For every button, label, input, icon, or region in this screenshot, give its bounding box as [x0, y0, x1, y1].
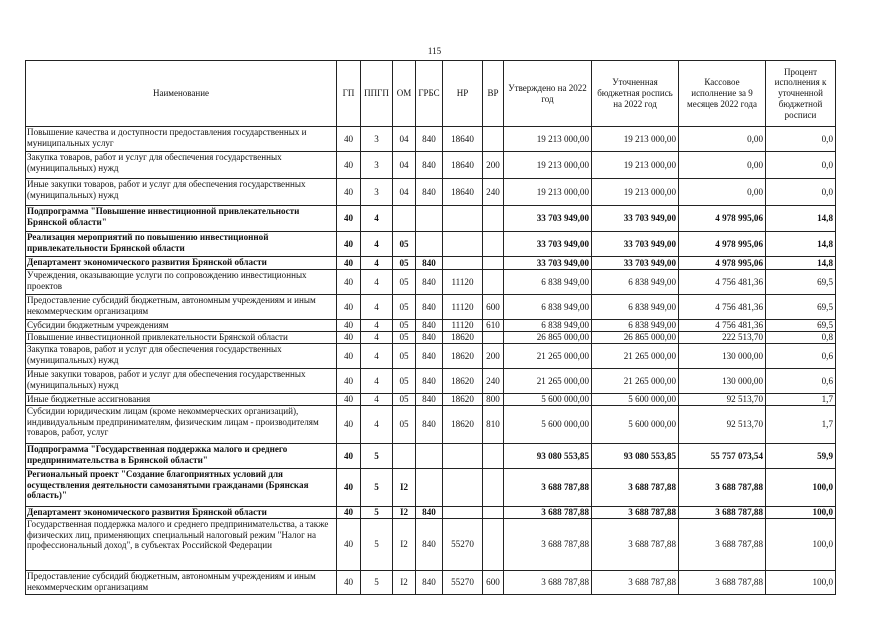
row-name: Закупка товаров, работ и услуг для обеспечения государственных (муниципальных) нужд [26, 344, 337, 369]
row-ppgp: 3 [361, 127, 393, 152]
table-row [26, 571, 836, 595]
row-vr [483, 332, 504, 344]
row-cash: 222 513,70 [679, 332, 766, 344]
row-gp: 40 [337, 369, 361, 394]
row-approved: 19 213 000,00 [504, 127, 592, 152]
row-nr: 11120 [443, 320, 483, 332]
row-cash: 4 978 995,06 [679, 206, 766, 232]
row-vr: 200 [483, 152, 504, 179]
row-cash: 4 756 481,36 [679, 295, 766, 320]
row-name: Реализация мероприятий по повышению инвестиционной привлекательности Брянской области [26, 232, 337, 257]
row-gp: 40 [337, 179, 361, 206]
row-grbs [416, 444, 443, 469]
header-gp: ГП [337, 61, 361, 127]
row-percent: 69,5 [766, 270, 836, 295]
row-name: Государственная поддержка малого и среднего предпринимательства, а также физических лиц, применяющих специальный налоговый режим "Налог на профессиональный доход", в субъектах Российской Федерации [26, 519, 337, 571]
header-grbs: ГРБС [416, 61, 443, 127]
row-nr: 55270 [443, 519, 483, 571]
table-row [26, 344, 836, 369]
row-om [393, 206, 416, 232]
row-om: 05 [393, 232, 416, 257]
row-refined: 33 703 949,00 [592, 232, 679, 257]
row-grbs: 840 [416, 406, 443, 444]
row-refined: 19 213 000,00 [592, 127, 679, 152]
row-grbs: 840 [416, 394, 443, 406]
row-ppgp: 4 [361, 406, 393, 444]
row-vr: 610 [483, 320, 504, 332]
row-ppgp: 4 [361, 232, 393, 257]
row-approved: 6 838 949,00 [504, 320, 592, 332]
row-grbs [416, 469, 443, 507]
row-nr: 11120 [443, 270, 483, 295]
row-grbs: 840 [416, 571, 443, 595]
row-gp: 40 [337, 469, 361, 507]
header-ppgp: ППГП [361, 61, 393, 127]
row-ppgp: 5 [361, 444, 393, 469]
row-grbs [416, 232, 443, 257]
row-vr: 240 [483, 369, 504, 394]
row-om: 05 [393, 257, 416, 270]
row-percent: 0,0 [766, 179, 836, 206]
row-name: Субсидии бюджетным учреждениям [26, 320, 337, 332]
table-row [26, 469, 836, 507]
row-name: Департамент экономического развития Брянской области [26, 507, 337, 519]
row-ppgp: 4 [361, 332, 393, 344]
row-nr: 18640 [443, 127, 483, 152]
row-percent: 0,6 [766, 344, 836, 369]
row-percent: 100,0 [766, 519, 836, 571]
row-nr: 18640 [443, 152, 483, 179]
row-ppgp: 4 [361, 394, 393, 406]
row-approved: 3 688 787,88 [504, 571, 592, 595]
row-name: Подпрограмма "Государственная поддержка малого и среднего предпринимательства в Брянской области" [26, 444, 337, 469]
row-grbs: 840 [416, 295, 443, 320]
header-percent: Процент исполнения к уточненной бюджетной росписи [766, 61, 836, 127]
row-grbs: 840 [416, 332, 443, 344]
row-name: Иные бюджетные ассигнования [26, 394, 337, 406]
row-refined: 21 265 000,00 [592, 344, 679, 369]
row-percent: 14,8 [766, 232, 836, 257]
header-row [26, 61, 836, 127]
row-percent: 69,5 [766, 295, 836, 320]
page-number: 115 [427, 46, 442, 56]
row-nr: 18640 [443, 179, 483, 206]
row-approved: 3 688 787,88 [504, 519, 592, 571]
row-vr: 810 [483, 406, 504, 444]
table-row [26, 257, 836, 270]
header-vr: ВР [483, 61, 504, 127]
header-approved: Утверждено на 2022 год [504, 61, 592, 127]
row-cash: 3 688 787,88 [679, 507, 766, 519]
row-refined: 6 838 949,00 [592, 320, 679, 332]
row-grbs: 840 [416, 270, 443, 295]
row-gp: 40 [337, 507, 361, 519]
table-row [26, 394, 836, 406]
row-grbs: 840 [416, 152, 443, 179]
row-nr: 11120 [443, 295, 483, 320]
row-ppgp: 5 [361, 571, 393, 595]
header-nr: НР [443, 61, 483, 127]
row-vr [483, 206, 504, 232]
row-approved: 6 838 949,00 [504, 295, 592, 320]
row-percent: 0,8 [766, 332, 836, 344]
row-approved: 19 213 000,00 [504, 152, 592, 179]
row-approved: 33 703 949,00 [504, 257, 592, 270]
row-gp: 40 [337, 320, 361, 332]
row-cash: 4 978 995,06 [679, 257, 766, 270]
table-row [26, 232, 836, 257]
row-gp: 40 [337, 295, 361, 320]
row-percent: 1,7 [766, 394, 836, 406]
row-percent: 59,9 [766, 444, 836, 469]
row-ppgp: 4 [361, 257, 393, 270]
row-percent: 14,8 [766, 257, 836, 270]
row-cash: 0,00 [679, 127, 766, 152]
row-name: Предоставление субсидий бюджетным, автономным учреждениям и иным некоммерческим организациям [26, 295, 337, 320]
row-grbs: 840 [416, 179, 443, 206]
header-cash: Кассовое исполнение за 9 месяцев 2022 года [679, 61, 766, 127]
row-ppgp: 4 [361, 369, 393, 394]
row-cash: 3 688 787,88 [679, 571, 766, 595]
row-grbs: 840 [416, 369, 443, 394]
row-approved: 33 703 949,00 [504, 206, 592, 232]
row-vr [483, 507, 504, 519]
row-om: 05 [393, 332, 416, 344]
row-ppgp: 4 [361, 270, 393, 295]
row-om: I2 [393, 507, 416, 519]
row-cash: 130 000,00 [679, 369, 766, 394]
row-approved: 3 688 787,88 [504, 507, 592, 519]
row-name: Иные закупки товаров, работ и услуг для обеспечения государственных (муниципальных) нужд [26, 369, 337, 394]
row-gp: 40 [337, 344, 361, 369]
row-refined: 19 213 000,00 [592, 179, 679, 206]
row-approved: 5 600 000,00 [504, 406, 592, 444]
header-refined: Уточненная бюджетная роспись на 2022 год [592, 61, 679, 127]
table-row [26, 507, 836, 519]
row-grbs: 840 [416, 257, 443, 270]
row-percent: 100,0 [766, 469, 836, 507]
row-gp: 40 [337, 152, 361, 179]
row-percent: 0,0 [766, 152, 836, 179]
row-om: I2 [393, 469, 416, 507]
row-vr [483, 519, 504, 571]
header-name: Наименование [26, 61, 337, 127]
row-name: Субсидии юридическим лицам (кроме некоммерческих организаций), индивидуальным предпринимателям, физическим лицам - производителям товаров, работ, услуг [26, 406, 337, 444]
row-ppgp: 3 [361, 179, 393, 206]
row-om: 05 [393, 394, 416, 406]
row-approved: 21 265 000,00 [504, 344, 592, 369]
table-row [26, 406, 836, 444]
row-refined: 93 080 553,85 [592, 444, 679, 469]
row-name: Учреждения, оказывающие услуги по сопровождению инвестиционных проектов [26, 270, 337, 295]
row-om [393, 444, 416, 469]
row-nr [443, 469, 483, 507]
row-refined: 26 865 000,00 [592, 332, 679, 344]
row-name: Повышение инвестиционной привлекательности Брянской области [26, 332, 337, 344]
row-nr: 18620 [443, 369, 483, 394]
row-cash: 4 756 481,36 [679, 320, 766, 332]
row-om: 04 [393, 127, 416, 152]
table-row [26, 270, 836, 295]
row-ppgp: 5 [361, 469, 393, 507]
row-gp: 40 [337, 519, 361, 571]
row-name: Закупка товаров, работ и услуг для обеспечения государственных (муниципальных) нужд [26, 152, 337, 179]
row-percent: 100,0 [766, 571, 836, 595]
row-ppgp: 5 [361, 507, 393, 519]
row-ppgp: 3 [361, 152, 393, 179]
table-row [26, 519, 836, 571]
row-approved: 6 838 949,00 [504, 270, 592, 295]
row-om: 04 [393, 179, 416, 206]
row-nr [443, 444, 483, 469]
row-refined: 3 688 787,88 [592, 469, 679, 507]
row-vr: 800 [483, 394, 504, 406]
row-grbs: 840 [416, 519, 443, 571]
row-vr: 200 [483, 344, 504, 369]
row-ppgp: 4 [361, 344, 393, 369]
row-om: 04 [393, 152, 416, 179]
row-cash: 92 513,70 [679, 406, 766, 444]
row-cash: 3 688 787,88 [679, 469, 766, 507]
row-grbs: 840 [416, 344, 443, 369]
row-vr [483, 444, 504, 469]
row-cash: 3 688 787,88 [679, 519, 766, 571]
table-row [26, 179, 836, 206]
row-approved: 19 213 000,00 [504, 179, 592, 206]
row-gp: 40 [337, 571, 361, 595]
row-vr [483, 127, 504, 152]
row-refined: 33 703 949,00 [592, 206, 679, 232]
row-nr: 18620 [443, 332, 483, 344]
row-gp: 40 [337, 232, 361, 257]
row-cash: 0,00 [679, 179, 766, 206]
row-refined: 6 838 949,00 [592, 295, 679, 320]
row-approved: 3 688 787,88 [504, 469, 592, 507]
row-grbs [416, 206, 443, 232]
row-om: 05 [393, 406, 416, 444]
row-cash: 4 978 995,06 [679, 232, 766, 257]
row-om: I2 [393, 571, 416, 595]
row-percent: 100,0 [766, 507, 836, 519]
row-om: 05 [393, 295, 416, 320]
row-name: Иные закупки товаров, работ и услуг для обеспечения государственных (муниципальных) нужд [26, 179, 337, 206]
row-approved: 26 865 000,00 [504, 332, 592, 344]
header-om: ОМ [393, 61, 416, 127]
row-gp: 40 [337, 206, 361, 232]
row-ppgp: 5 [361, 519, 393, 571]
row-vr: 600 [483, 295, 504, 320]
row-grbs: 840 [416, 320, 443, 332]
row-vr [483, 232, 504, 257]
row-ppgp: 4 [361, 295, 393, 320]
row-vr [483, 270, 504, 295]
row-refined: 5 600 000,00 [592, 406, 679, 444]
table-row [26, 332, 836, 344]
row-nr: 55270 [443, 571, 483, 595]
row-cash: 55 757 073,54 [679, 444, 766, 469]
row-percent: 69,5 [766, 320, 836, 332]
row-om: I2 [393, 519, 416, 571]
row-vr [483, 257, 504, 270]
row-nr [443, 507, 483, 519]
row-cash: 92 513,70 [679, 394, 766, 406]
row-percent: 0,6 [766, 369, 836, 394]
row-vr: 600 [483, 571, 504, 595]
row-percent: 1,7 [766, 406, 836, 444]
table-row [26, 127, 836, 152]
row-ppgp: 4 [361, 320, 393, 332]
row-refined: 6 838 949,00 [592, 270, 679, 295]
row-approved: 93 080 553,85 [504, 444, 592, 469]
row-grbs: 840 [416, 507, 443, 519]
row-approved: 21 265 000,00 [504, 369, 592, 394]
row-vr: 240 [483, 179, 504, 206]
row-refined: 3 688 787,88 [592, 507, 679, 519]
row-gp: 40 [337, 257, 361, 270]
row-refined: 19 213 000,00 [592, 152, 679, 179]
row-approved: 33 703 949,00 [504, 232, 592, 257]
row-om: 05 [393, 270, 416, 295]
row-refined: 3 688 787,88 [592, 519, 679, 571]
row-nr: 18620 [443, 344, 483, 369]
row-percent: 0,0 [766, 127, 836, 152]
row-nr: 18620 [443, 394, 483, 406]
row-refined: 33 703 949,00 [592, 257, 679, 270]
row-refined: 5 600 000,00 [592, 394, 679, 406]
row-name: Региональный проект "Создание благоприятных условий для осуществления деятельности самозанятыми гражданами (Брянская область)" [26, 469, 337, 507]
row-name: Департамент экономического развития Брянской области [26, 257, 337, 270]
row-nr [443, 206, 483, 232]
row-cash: 4 756 481,36 [679, 270, 766, 295]
row-gp: 40 [337, 394, 361, 406]
row-name: Повышение качества и доступности предоставления государственных и муниципальных услуг [26, 127, 337, 152]
row-name: Подпрограмма "Повышение инвестиционной привлекательности Брянской области" [26, 206, 337, 232]
row-grbs: 840 [416, 127, 443, 152]
row-nr [443, 257, 483, 270]
row-cash: 130 000,00 [679, 344, 766, 369]
row-nr [443, 232, 483, 257]
row-vr [483, 469, 504, 507]
row-nr: 18620 [443, 406, 483, 444]
row-gp: 40 [337, 332, 361, 344]
row-cash: 0,00 [679, 152, 766, 179]
row-gp: 40 [337, 127, 361, 152]
row-gp: 40 [337, 270, 361, 295]
row-percent: 14,8 [766, 206, 836, 232]
row-gp: 40 [337, 444, 361, 469]
row-refined: 21 265 000,00 [592, 369, 679, 394]
row-om: 05 [393, 320, 416, 332]
table-row [26, 152, 836, 179]
row-gp: 40 [337, 406, 361, 444]
table-row [26, 206, 836, 232]
table-row [26, 320, 836, 332]
budget-table [25, 60, 836, 595]
table-row [26, 295, 836, 320]
row-ppgp: 4 [361, 206, 393, 232]
table-row [26, 444, 836, 469]
row-refined: 3 688 787,88 [592, 571, 679, 595]
row-approved: 5 600 000,00 [504, 394, 592, 406]
row-name: Предоставление субсидий бюджетным, автономным учреждениям и иным некоммерческим организациям [26, 571, 337, 595]
row-om: 05 [393, 344, 416, 369]
row-om: 05 [393, 369, 416, 394]
table-row [26, 369, 836, 394]
